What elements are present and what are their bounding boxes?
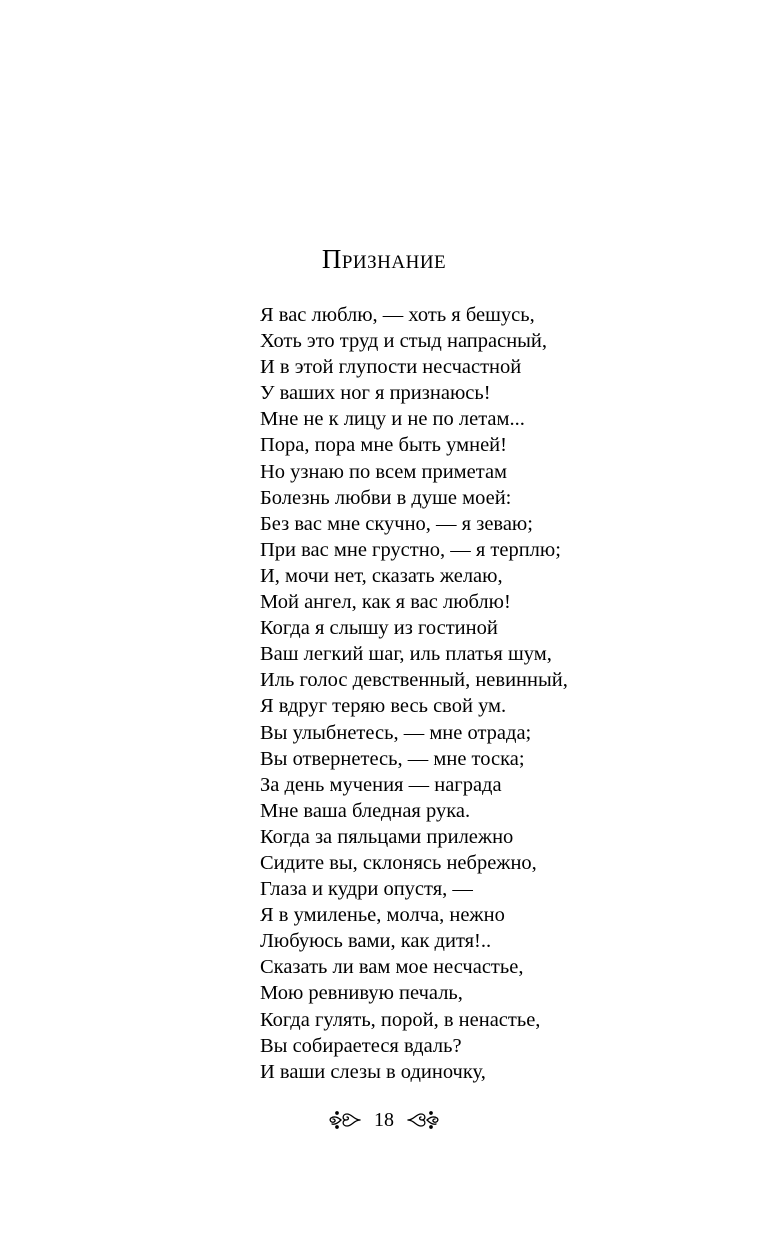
poem-line: Мне ваша бледная рука. bbox=[260, 799, 471, 822]
poem-line: Сидите вы, склонясь небрежно, bbox=[260, 851, 537, 874]
poem-line: Сказать ли вам мое несчастье, bbox=[260, 956, 524, 979]
poem-body bbox=[260, 302, 568, 1085]
poem-line: Хоть это труд и стыд напрасный, bbox=[260, 330, 548, 353]
poem-line: За день мучения — награда bbox=[260, 773, 502, 796]
flourish-left-icon bbox=[328, 1109, 362, 1131]
poem-line: Иль голос девственный, невинный, bbox=[260, 669, 568, 692]
poem-line: Я в умиленье, молча, нежно bbox=[260, 904, 505, 927]
poem-line: Но узнаю по всем приметам bbox=[260, 460, 508, 483]
poem-line: Глаза и кудри опустя, — bbox=[260, 878, 473, 901]
poem-line: Я вас люблю, — хоть я бешусь, bbox=[260, 304, 535, 326]
page-number: 18 bbox=[374, 1109, 394, 1131]
poem-line: Мою ревнивую печаль, bbox=[260, 982, 463, 1005]
poem-line: Болезнь любви в душе моей: bbox=[260, 486, 512, 509]
poem-line: Мне не к лицу и не по летам... bbox=[260, 408, 525, 431]
poem-line: И в этой глупости несчастной bbox=[260, 356, 522, 379]
poem-line: Когда за пяльцами прилежно bbox=[260, 825, 514, 848]
poem-title: Признание bbox=[321, 244, 447, 274]
poem-line: Я вдруг теряю весь свой ум. bbox=[260, 695, 507, 718]
poem-line: Вы отвернетесь, — мне тоска; bbox=[260, 747, 525, 770]
poem-line: Когда гулять, порой, в ненастье, bbox=[260, 1008, 541, 1031]
poem-line: Вы собираетеся вдаль? bbox=[260, 1034, 462, 1057]
poem-line: Пора, пора мне быть умней! bbox=[260, 434, 507, 457]
poem-line: У ваших ног я признаюсь! bbox=[260, 382, 491, 405]
poem-line: Любуюсь вами, как дитя!.. bbox=[260, 930, 492, 953]
poem-line: Когда я слышу из гостиной bbox=[260, 617, 498, 640]
poem-line: Вы улыбнетесь, — мне отрада; bbox=[260, 721, 532, 744]
poem-line: И ваши слезы в одиночку, bbox=[260, 1060, 486, 1083]
poem-line: Мой ангел, как я вас люблю! bbox=[260, 591, 511, 614]
poem-line: При вас мне грустно, — я терплю; bbox=[260, 538, 561, 561]
page-footer bbox=[0, 1105, 768, 1135]
poem-line: И, мочи нет, сказать желаю, bbox=[260, 564, 503, 587]
flourish-right-icon bbox=[406, 1109, 440, 1131]
poem-line: Без вас мне скучно, — я зеваю; bbox=[260, 512, 533, 535]
poem-line: Ваш легкий шаг, иль платья шум, bbox=[260, 643, 552, 666]
